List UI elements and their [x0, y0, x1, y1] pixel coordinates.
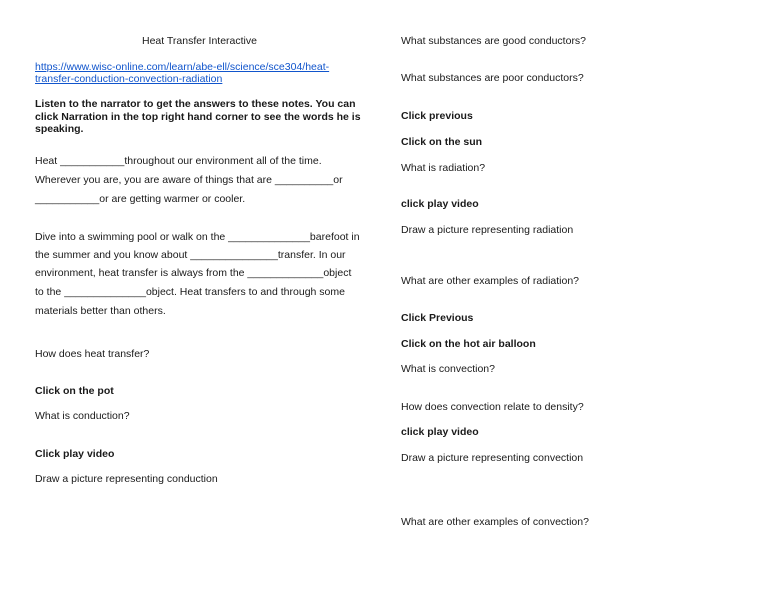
instructions-line-2: click Narration in the top right hand corner to see the words he is — [35, 111, 361, 123]
question-radiation-examples: What are other examples of radiation? — [401, 275, 580, 287]
fill-in-line-6: environment, heat transfer is always from the _____________object — [35, 267, 352, 279]
instruction-click-previous-1: Click previous — [401, 110, 473, 122]
fill-in-line-5: the summer and you know about _______________transfer. In our — [35, 249, 346, 261]
fill-in-line-7: to the ______________object. Heat transfers to and through some — [35, 286, 345, 298]
question-convection-examples: What are other examples of convection? — [401, 516, 589, 528]
question-conduction: What is conduction? — [35, 410, 130, 422]
instruction-click-play-video: Click play video — [35, 448, 115, 460]
instruction-click-balloon: Click on the hot air balloon — [401, 338, 536, 350]
page-title: Heat Transfer Interactive — [142, 35, 257, 47]
instruction-click-previous-2: Click Previous — [401, 312, 474, 324]
instruction-click-play-video-2: click play video — [401, 426, 479, 438]
fill-in-line-4: Dive into a swimming pool or walk on the ______________barefoot in — [35, 231, 360, 243]
instruction-click-play-video-1: click play video — [401, 198, 479, 210]
question-convection-density: How does convection relate to density? — [401, 401, 584, 413]
resource-link-line-2[interactable]: transfer-conduction-convection-radiation — [35, 73, 223, 85]
instructions-line-1: Listen to the narrator to get the answers to these notes. You can — [35, 98, 356, 110]
question-how-heat-transfer: How does heat transfer? — [35, 348, 150, 360]
prompt-draw-radiation: Draw a picture representing radiation — [401, 224, 574, 236]
question-poor-conductors: What substances are poor conductors? — [401, 72, 584, 84]
instruction-click-sun: Click on the sun — [401, 136, 483, 148]
prompt-draw-convection: Draw a picture representing convection — [401, 452, 584, 464]
fill-in-line-2: Wherever you are, you are aware of things that are __________or — [35, 174, 343, 186]
question-radiation: What is radiation? — [401, 162, 486, 174]
resource-link-line-1[interactable]: https://www.wisc-online.com/learn/abe-ell/science/sce304/heat- — [35, 61, 330, 73]
instructions-line-3: speaking. — [35, 123, 84, 135]
fill-in-line-1: Heat ___________throughout our environment all of the time. — [35, 155, 322, 167]
fill-in-line-3: ___________or are getting warmer or cooler. — [35, 193, 246, 205]
fill-in-line-8: materials better than others. — [35, 305, 166, 317]
question-good-conductors: What substances are good conductors? — [401, 35, 587, 47]
instruction-click-pot: Click on the pot — [35, 385, 114, 397]
prompt-draw-conduction: Draw a picture representing conduction — [35, 473, 218, 485]
question-convection: What is convection? — [401, 363, 495, 375]
